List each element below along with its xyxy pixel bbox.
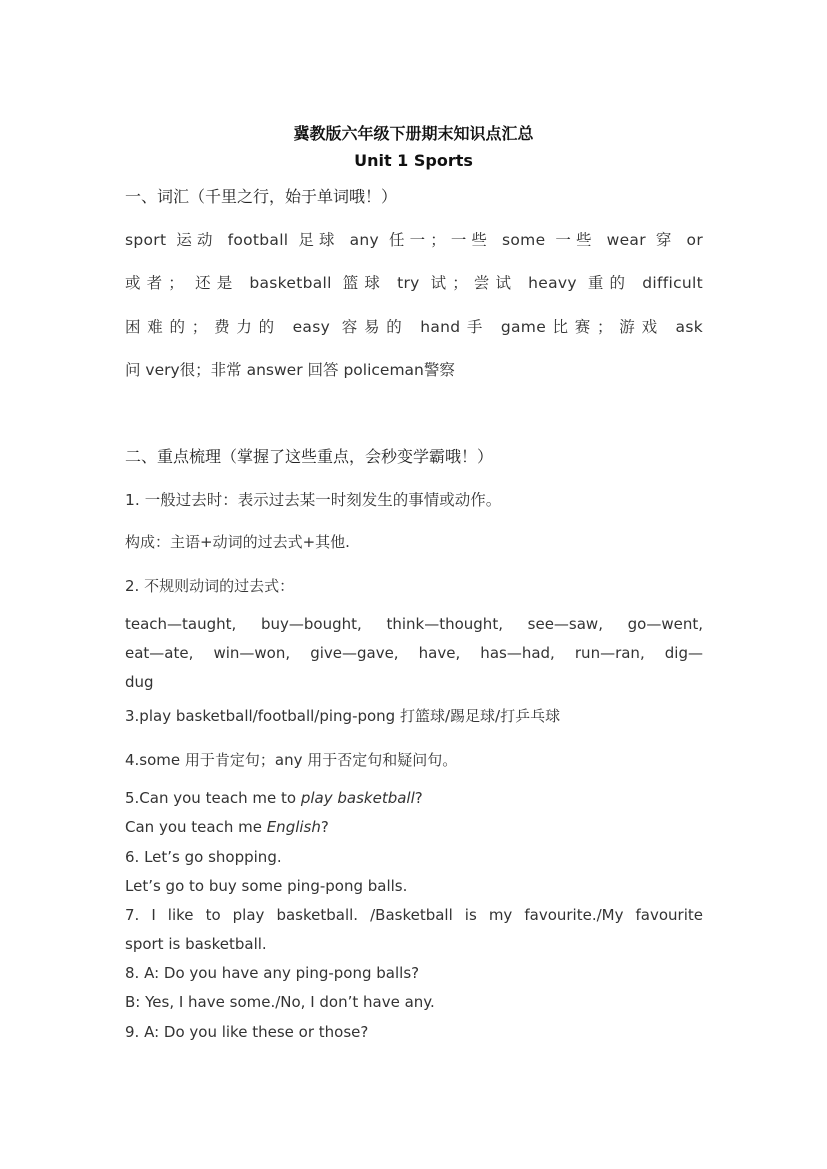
point-5-line-2: Can you teach me English? [125, 818, 329, 836]
unit-title: Unit 1 Sports [354, 151, 473, 170]
point-6-line-1: 6. Let’s go shopping. [125, 848, 282, 866]
verb-list-line: eat—ate, win—won, give—gave, have, has—had, run—ran, dig— [125, 644, 703, 662]
point-8-line-1: 8. A: Do you have any ping-pong balls? [125, 964, 420, 982]
verb-list-line: teach—taught, buy—bought, think—thought, see—saw, go—went, [125, 615, 703, 633]
point-7-line-1: 7. I like to play basketball. /Basketball is my favourite./My favourite [125, 906, 703, 924]
verb-list-line: dug [125, 673, 154, 691]
point-1-structure: 构成：主语+动词的过去式+其他. [125, 533, 350, 551]
point-8-line-2: B: Yes, I have some./No, I don’t have any. [125, 993, 435, 1011]
vocab-line: 困难的；费力的 easy 容易的 hand手 game比赛；游戏 ask [125, 318, 703, 336]
point-3: 3.play basketball/football/ping-pong 打篮球/踢足球/打乒乓球 [125, 707, 561, 725]
point-7-line-2: sport is basketball. [125, 935, 267, 953]
point-1: 1. 一般过去时：表示过去某一时刻发生的事情或动作。 [125, 491, 502, 509]
section-vocabulary-heading: 一、词汇（千里之行，始于单词哦！） [125, 187, 398, 206]
point-6-line-2: Let’s go to buy some ping-pong balls. [125, 877, 408, 895]
section-keypoints-heading: 二、重点梳理（掌握了这些重点，会秒变学霸哦！） [125, 447, 494, 466]
point-4: 4.some 用于肯定句；any 用于否定句和疑问句。 [125, 751, 458, 769]
point-5-line-1: 5.Can you teach me to play basketball? [125, 789, 423, 807]
vocab-line: sport 运动 football 足球 any 任一；一些 some 一些 wear 穿 or [125, 231, 703, 249]
document-title: 冀教版六年级下册期末知识点汇总 [293, 124, 534, 143]
point-9-line-1: 9. A: Do you like these or those? [125, 1023, 369, 1041]
point-2: 2. 不规则动词的过去式： [125, 577, 295, 595]
vocab-line: 或者； 还是 basketball 篮球 try 试；尝试 heavy 重的 difficult [125, 274, 703, 292]
vocab-line: 问 very很；非常 answer 回答 policeman警察 [125, 361, 455, 379]
